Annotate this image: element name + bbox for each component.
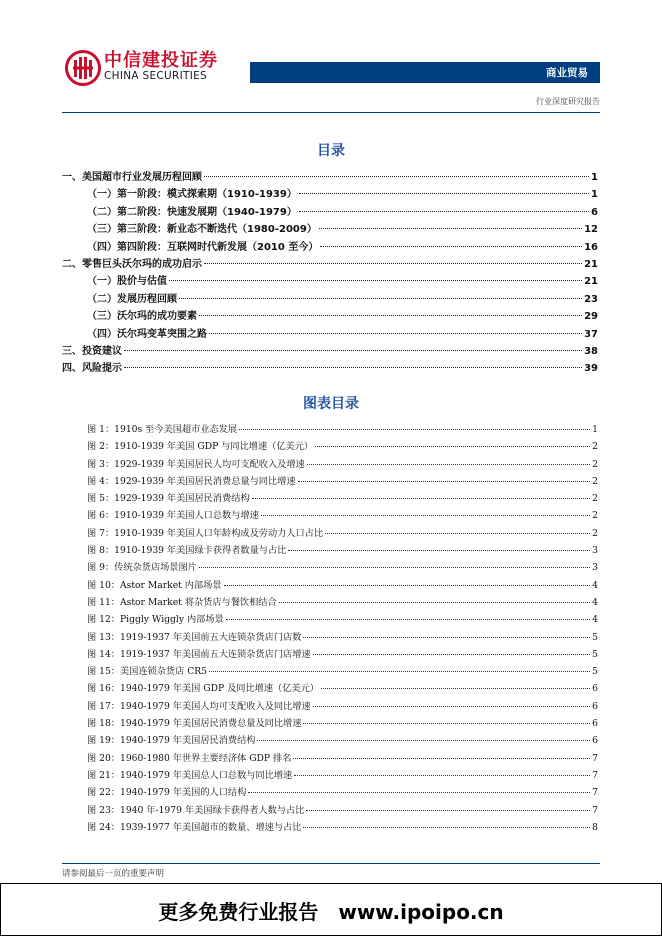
figure-entry-page: 2 [592,441,598,453]
dot-leader [303,723,590,724]
toc-entry-title: 二、零售巨头沃尔玛的成功启示 [62,258,202,270]
dot-leader [325,533,590,534]
figure-entry[interactable] [87,577,598,594]
dot-leader [224,585,591,586]
dot-leader [248,792,590,793]
figure-entry[interactable] [87,542,598,559]
dot-leader [315,446,590,447]
toc-entry[interactable] [62,238,598,255]
figure-entry-title: 图 13：1919-1937 年美国前五大连锁杂货店门店数 [87,631,302,643]
dot-leader [226,619,590,620]
toc-entry-page: 16 [584,241,598,253]
toc-entry-title: （三）第三阶段：新业态不断迭代（1980-2009） [87,224,317,236]
figure-entry-page: 4 [592,579,598,591]
figure-entry-page: 5 [592,631,598,643]
toc-entry-title: 四、风险提示 [62,363,122,375]
figure-entry[interactable] [87,594,598,611]
dot-leader [204,263,582,264]
dot-leader [307,464,590,465]
dot-leader [303,827,590,828]
figure-entry-page: 2 [592,510,598,522]
figure-entry-title: 图 5：1929-1939 年美国居民消费结构 [87,493,250,505]
dot-leader [239,429,590,430]
dot-leader [294,775,590,776]
toc-entry[interactable] [62,290,598,307]
toc-entry-page: 37 [584,328,598,340]
toc-entry-page: 6 [591,206,598,218]
figure-entry[interactable] [87,750,598,767]
figure-entry[interactable] [87,629,598,646]
dot-leader [124,367,582,368]
toc-list [62,168,598,377]
dot-leader [313,706,591,707]
dot-leader [298,481,591,482]
report-header [0,0,662,106]
toc-entry-page: 12 [584,224,598,236]
toc-entry[interactable] [62,168,598,185]
figure-entry-page: 5 [592,666,598,678]
figure-entry-page: 4 [592,614,598,626]
figure-entry-page: 2 [592,493,598,505]
dot-leader [261,515,590,516]
figure-entry-page: 6 [592,735,598,747]
dot-leader [319,228,582,229]
toc-entry-page: 29 [584,311,598,323]
dot-leader [252,498,591,499]
report-type: 行业深度研究报告 [536,97,600,106]
dot-leader [288,550,590,551]
figure-entry-page: 6 [592,718,598,730]
figure-entry-title: 图 22：1940-1979 年美国的人口结构 [87,787,247,799]
figure-entry[interactable] [87,784,598,801]
figure-entry-title: 图 18：1940-1979 年美国居民消费总量及同比增速 [87,718,302,730]
figure-entry-page: 6 [592,700,598,712]
figure-entry-title: 图 14：1919-1937 年美国前五大连锁杂货店门店增速 [87,648,311,660]
toc-entry-title: （四）沃尔玛变革突围之路 [87,328,207,340]
toc-entry-page: 1 [591,189,598,201]
figure-entry-page: 6 [592,683,598,695]
figure-entry[interactable] [87,611,598,628]
figure-entry[interactable] [87,663,598,680]
figure-entry-title: 图 24：1939-1977 年美国超市的数量、增速与占比 [87,821,302,833]
dot-leader [299,193,589,194]
figure-entry[interactable] [87,490,598,507]
dot-leader [179,298,582,299]
figure-entry[interactable] [87,507,598,524]
figure-entry[interactable] [87,473,598,490]
figure-entry[interactable] [87,680,598,697]
figure-entry-title: 图 17：1940-1979 年美国人均可支配收入及同比增速 [87,700,311,712]
toc-entry-page: 39 [584,363,598,375]
figure-entry-title: 图 21：1940-1979 年美国总人口总数与同比增速 [87,769,293,781]
sector-banner [250,62,600,83]
figure-entry[interactable] [87,715,598,732]
dot-leader [204,176,589,177]
figure-entry-page: 7 [592,752,598,764]
dot-leader [321,688,590,689]
figure-entry[interactable] [87,646,598,663]
toc-entry-page: 21 [584,258,598,270]
dot-leader [199,315,582,316]
figure-entry[interactable] [87,732,598,749]
figure-entry-page: 7 [592,769,598,781]
dot-leader [199,567,590,568]
figure-entry[interactable] [87,819,598,836]
toc-entry-title: （四）第四阶段：互联网时代新发展（2010 至今） [87,241,319,253]
toc-entry[interactable] [62,359,598,376]
figure-entry[interactable] [87,438,598,455]
figure-entry-page: 7 [592,787,598,799]
figure-entry-title: 图 16：1940-1979 年美国 GDP 及同比增速（亿美元） [87,683,319,695]
citic-logo-icon [65,50,101,86]
toc-entry[interactable] [62,203,598,220]
figure-entry-page: 5 [592,648,598,660]
figure-entry-title: 图 12：Piggly Wiggly 内部场景 [87,614,224,626]
toc-entry-page: 38 [584,345,598,357]
dot-leader [293,758,590,759]
figure-entry[interactable] [87,698,598,715]
figure-entry-title: 图 19：1940-1979 年美国居民消费结构 [87,735,256,747]
figure-list [87,421,598,836]
figure-entry-title: 图 1：1910s 至今美国超市业态发展 [87,424,238,435]
logo-chinese-name: 中信建投证券 [104,50,218,71]
figure-entry[interactable] [87,525,598,542]
promo-text: 更多免费行业报告 www.ipoipo.cn [158,900,504,924]
figure-entry-page: 2 [592,458,598,470]
figure-entry-page: 2 [592,475,598,487]
figure-entry[interactable] [87,456,598,473]
toc-title: 目录 [317,143,345,159]
toc-entry[interactable] [62,342,598,359]
figure-entry-title: 图 20：1960-1980 年世界主要经济体 GDP 排名 [87,752,292,764]
figure-entry-title: 图 9：传统杂货店场景图片 [87,562,197,574]
figure-entry-title: 图 2：1910-1939 年美国 GDP 与同比增速（亿美元） [87,441,314,453]
disclaimer-note: 请参阅最后一页的重要声明 [62,869,165,879]
figure-entry-title: 图 11：Astor Market 将杂货店与餐饮相结合 [87,596,277,608]
toc-entry[interactable] [62,220,598,237]
dot-leader [306,810,590,811]
figure-entry-title: 图 15：美国连锁杂货店 CR5 [87,666,208,678]
dot-leader [279,602,591,603]
figure-entry-title: 图 6：1910-1939 年美国人口总数与增速 [87,510,259,522]
toc-entry-title: （二）发展历程回顾 [87,293,177,305]
dot-leader [209,333,582,334]
figure-entry-page: 8 [592,821,598,833]
figure-entry[interactable] [87,559,598,576]
toc-entry[interactable] [62,255,598,272]
footer-divider [62,863,600,864]
figure-entry-title: 图 10：Astor Market 内部场景 [87,579,222,591]
toc-entry-title: 三、投资建议 [62,345,122,357]
header-divider [62,112,600,113]
figure-entry-page: 3 [592,545,598,557]
figure-entry[interactable] [87,767,598,784]
dot-leader [169,280,582,281]
toc-entry-title: （二）第二阶段：快速发展期（1940-1979） [87,206,297,218]
toc-entry-page: 1 [591,172,598,183]
figure-list-title: 图表目录 [303,396,359,412]
figure-entry-page: 2 [592,527,598,539]
logo-english-name: CHINA SECURITIES [104,70,208,82]
sector-label: 商业贸易 [546,67,588,79]
figure-entry[interactable] [87,421,598,438]
dot-leader [303,637,590,638]
figure-entry-title: 图 8：1910-1939 年美国绿卡获得者数量与占比 [87,545,287,557]
figure-entry-title: 图 3：1929-1939 年美国居民人均可支配收入及增速 [87,458,305,470]
figure-entry-page: 7 [592,804,598,816]
figure-entry-title: 图 23：1940 年-1979 年美国绿卡获得者人数与占比 [87,804,305,816]
toc-entry-title: （一）股价与估值 [87,276,167,288]
toc-entry[interactable] [62,185,598,202]
toc-entry-title: （三）沃尔玛的成功要素 [87,311,197,323]
toc-entry[interactable] [62,272,598,289]
dot-leader [209,671,590,672]
dot-leader [313,654,591,655]
dot-leader [124,350,582,351]
dot-leader [257,740,590,741]
figure-entry-page: 3 [592,562,598,574]
promo-banner [0,883,662,936]
figure-entry-page: 4 [592,596,598,608]
dot-leader [320,246,582,247]
figure-entry-title: 图 7：1910-1939 年美国人口年龄构成及劳动力人口占比 [87,527,324,539]
toc-entry-page: 23 [584,293,598,305]
toc-entry-title: 一、美国超市行业发展历程回顾 [62,172,202,183]
figure-entry-title: 图 4：1929-1939 年美国居民消费总量与同比增速 [87,475,296,487]
dot-leader [299,211,589,212]
toc-entry[interactable] [62,325,598,342]
toc-entry-title: （一）第一阶段：模式探索期（1910-1939） [87,189,297,201]
toc-entry[interactable] [62,307,598,324]
toc-entry-page: 21 [584,276,598,288]
figure-entry[interactable] [87,802,598,819]
figure-entry-page: 1 [592,424,598,435]
